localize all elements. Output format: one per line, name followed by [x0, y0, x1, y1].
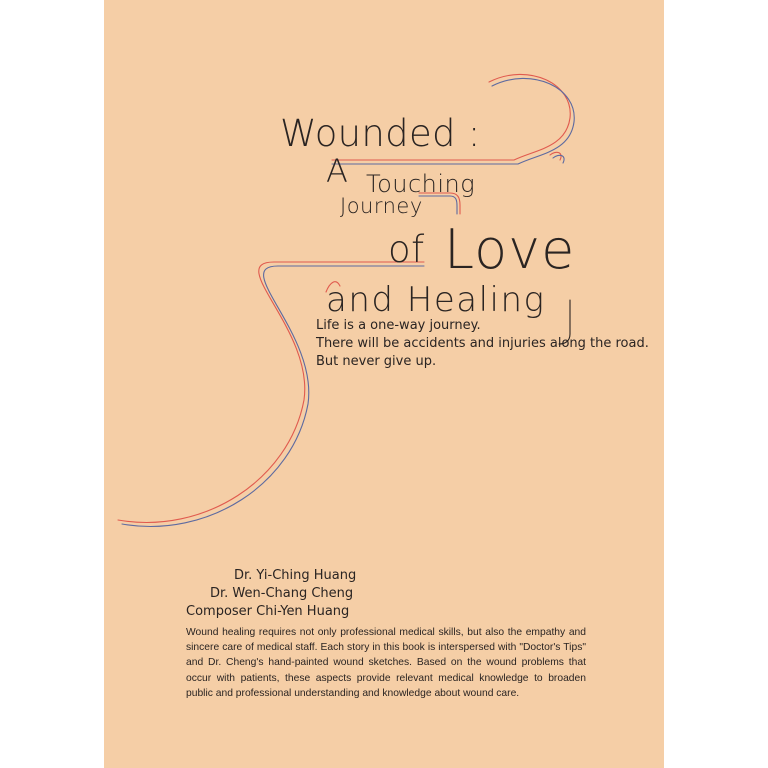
tagline-line: Life is a one-way journey.: [316, 318, 481, 333]
title-touching: Touching: [366, 170, 476, 198]
title-journey: Journey: [340, 194, 423, 218]
book-description: Wound healing requires not only professional medical skills, but also the empathy and sincere care of medical staff. Each story in this book is interspersed with "Doctor's Tips" and Dr. Cheng's hand-painted wound sketches. Based on the wound problems that occur with patients, these aspects provide relevant medical knowledge to broaden public and professional understanding and knowledge about wound care.: [186, 627, 586, 699]
title-of: of: [388, 228, 425, 271]
title-a: A: [326, 152, 349, 190]
tagline-line: But never give up.: [316, 354, 437, 369]
book-cover: [104, 0, 664, 768]
title-and-healing: and Healing: [326, 280, 546, 320]
curl: [553, 155, 564, 163]
title-love: Love: [444, 218, 576, 281]
title-wounded: Wounded :: [280, 112, 481, 155]
tagline-line: There will be accidents and injuries along the road.: [316, 336, 649, 351]
author-name: Composer Chi-Yen Huang: [186, 604, 350, 619]
author-name: Dr. Wen-Chang Cheng: [210, 586, 354, 601]
author-name: Dr. Yi-Ching Huang: [234, 568, 357, 583]
